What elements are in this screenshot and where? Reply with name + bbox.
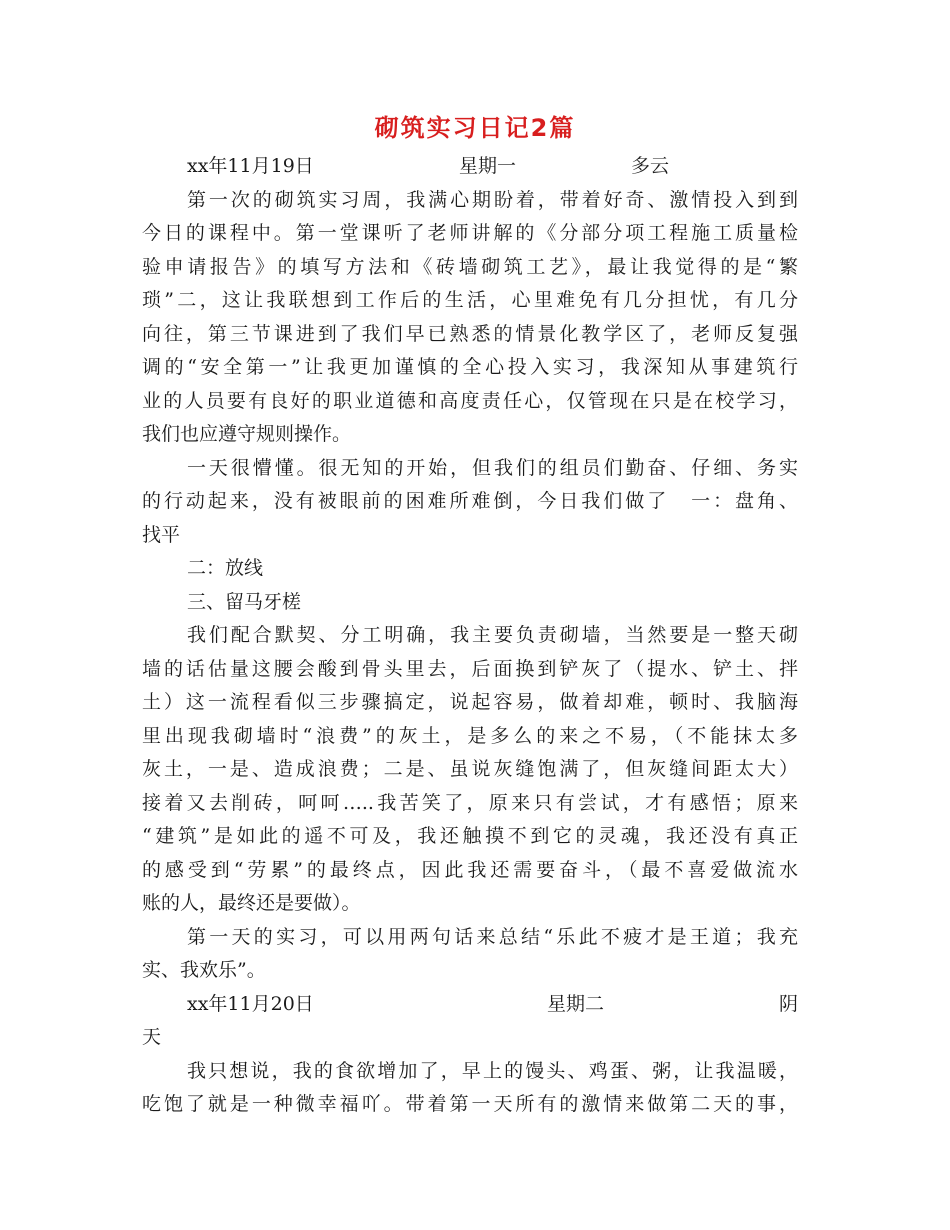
- entry2-header: [142, 988, 798, 1022]
- entry1-header: [142, 150, 798, 184]
- entry2-weather-wrap: 天: [142, 1026, 162, 1048]
- text-line: 二：放线: [187, 557, 264, 579]
- text-line: “建筑”是如此的遥不可及，我还触摸不到它的灵魂，我还没有真正: [142, 825, 798, 847]
- text-line: 验申请报告》的填写方法和《砖墙砌筑工艺》，最让我觉得的是“繁: [142, 255, 798, 278]
- document-title: 砌筑实习日记2篇: [374, 114, 576, 142]
- entry1-date: xx年11月19日: [187, 155, 314, 177]
- text-line: 接着又去削砖，呵呵…..我苦笑了，原来只有尝试，才有感悟；原来: [142, 791, 798, 814]
- text-line: 业的人员要有良好的职业道德和高度责任心，仅管现在只是在校学习，: [142, 389, 798, 412]
- text-line: 墙的话估量这腰会酸到骨头里去，后面换到铲灰了（提水、铲土、拌: [142, 657, 798, 680]
- text-line: 的行动起来，没有被眼前的困难所难倒，今日我们做了 一：盘角、: [142, 490, 798, 512]
- entry2-date: xx年11月20日: [187, 992, 314, 1015]
- entry2-weather: 阴: [778, 992, 798, 1015]
- text-line: 灰土，一是、造成浪费；二是、虽说灰缝饱满了，但灰缝间距太大）: [142, 758, 798, 780]
- text-line: 第一次的砌筑实习周，我满心期盼着，带着好奇、激情投入到到: [187, 188, 798, 211]
- entry2-weekday: 星期二: [547, 992, 605, 1015]
- entry1-weekday: 星期一: [459, 155, 517, 177]
- text-line: 实、我欢乐”。: [142, 959, 266, 981]
- text-line: 今日的课程中。第一堂课听了老师讲解的《分部分项工程施工质量检: [142, 222, 798, 244]
- text-line: 琐”二，这让我联想到工作后的生活，心里难免有几分担忧，有几分: [142, 289, 798, 311]
- text-line: 账的人，最终还是要做）。: [142, 892, 361, 914]
- document-body: [142, 150, 798, 1122]
- text-line: 我们也应遵守规则操作。: [142, 423, 352, 445]
- text-line: 找平: [142, 523, 181, 546]
- text-line: 我们配合默契、分工明确，我主要负责砌墙，当然要是一整天砌: [187, 624, 798, 646]
- text-line: 三、留马牙槎: [187, 590, 302, 613]
- text-line: 一天很懵懂。很无知的开始，但我们的组员们勤奋、仔细、务实: [187, 456, 798, 479]
- text-line: 里出现我砌墙时“浪费”的灰土，是多么的来之不易，（不能抹太多: [142, 724, 798, 747]
- text-line: 向往，第三节课进到了我们早已熟悉的情景化教学区了，老师反复强: [142, 322, 798, 345]
- text-line: 吃饱了就是一种微幸福吖。带着第一天所有的激情来做第二天的事，: [142, 1093, 798, 1115]
- text-line: 土）这一流程看似三步骤搞定，说起容易，做着却难，顿时、我脑海: [142, 691, 798, 713]
- entry1-weather: 多云: [631, 155, 670, 177]
- text-line: 第一天的实习，可以用两句话来总结“乐此不疲才是王道；我充: [187, 925, 798, 948]
- text-line: 的感受到“劳累”的最终点，因此我还需要奋斗，（最不喜爱做流水: [142, 858, 798, 881]
- text-line: 调的“安全第一”让我更加谨慎的全心投入实习，我深知从事建筑行: [142, 356, 798, 378]
- text-line: 我只想说，我的食欲增加了，早上的馒头、鸡蛋、粥，让我温暖，: [187, 1059, 798, 1082]
